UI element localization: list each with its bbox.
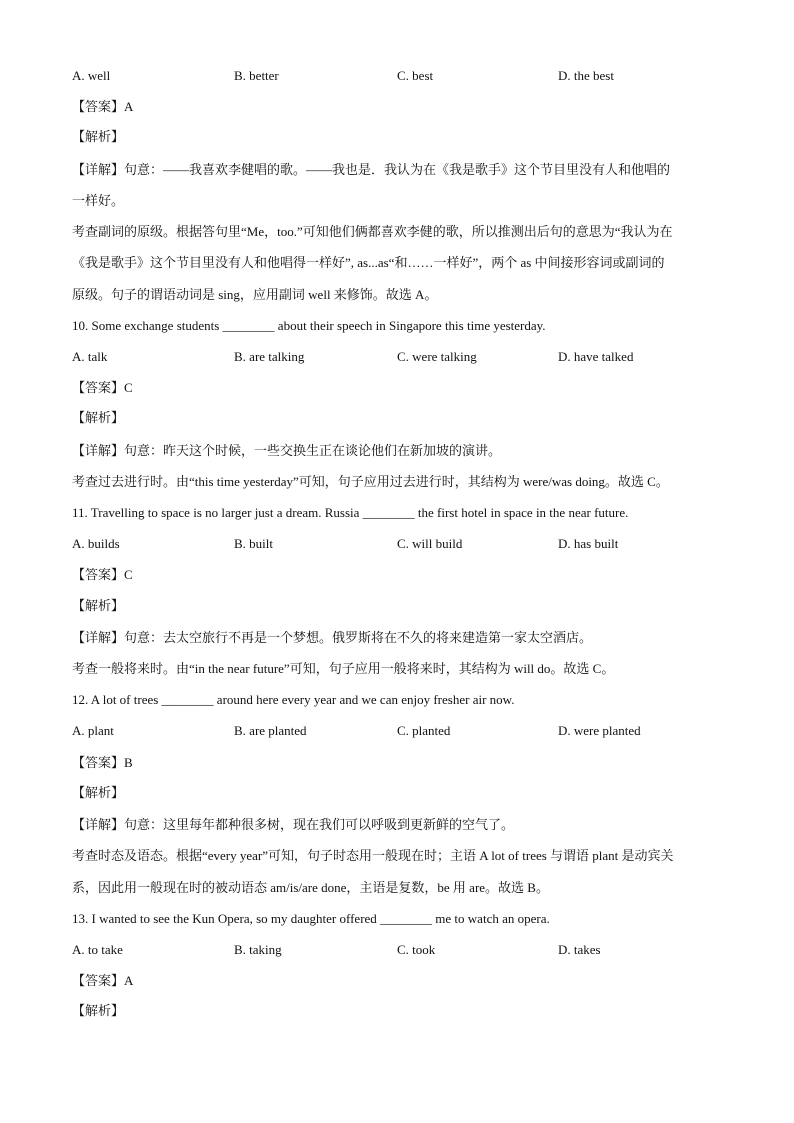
detail-line [72,629,592,648]
explanation-line: 原级。句子的谓语动词是 sing，应用副词 well 来修饰。故选 A。 [72,287,438,302]
answer-line [72,754,133,773]
option-b: B. are talking [234,349,305,364]
answer-label: 【答案】 [72,974,125,989]
answer-line [72,566,133,585]
analysis-label: 【解析】 [72,786,125,801]
detail-label: 【详解】 [72,818,125,833]
answer-label: 【答案】 [72,756,125,771]
option-d: D. have talked [558,349,634,364]
question-text: 11. Travelling to space is no larger just a dream. Russia ________ the first hotel in space in the near future. [72,505,629,520]
answer-label: 【答案】 [72,568,125,583]
option-c: C. took [397,942,436,957]
answer-value: B [124,755,133,770]
detail-line [72,161,670,180]
options-row [72,348,772,366]
option-c: C. planted [397,723,451,738]
analysis-label: 【解析】 [72,599,125,614]
option-a: A. well [72,68,111,83]
answer-value: A [124,99,134,114]
options-row [72,722,772,740]
detail-text: 句意：去太空旅行不再是一个梦想。俄罗斯将在不久的将来建造第一家太空酒店。 [124,630,593,645]
detail-continuation: 一样好。 [72,193,125,208]
question-text: 13. I wanted to see the Kun Opera, so my daughter offered ________ me to watch an opera. [72,911,550,926]
explanation-line: 考查一般将来时。由“in the near future”可知，句子应用一般将来时，其结构为 will do。故选 C。 [72,661,615,676]
analysis-label: 【解析】 [72,1004,125,1019]
option-d: D. the best [558,68,614,83]
answer-line [72,972,133,991]
answer-value: C [124,380,133,395]
answer-value: C [124,567,133,582]
question-text: 10. Some exchange students ________ about their speech in Singapore this time yesterday. [72,318,546,333]
option-b: B. better [234,68,279,83]
analysis-label: 【解析】 [72,130,125,145]
answer-line [72,379,133,398]
option-a: A. builds [72,536,120,551]
answer-label: 【答案】 [72,100,125,115]
option-a: A. to take [72,942,123,957]
detail-text: 句意：这里每年都种很多树，现在我们可以呼吸到更新鲜的空气了。 [124,817,515,832]
explanation-line: 考查过去进行时。由“this time yesterday”可知，句子应用过去进行时，其结构为 were/was doing。故选 C。 [72,474,669,489]
detail-label: 【详解】 [72,631,125,646]
option-c: C. will build [397,536,463,551]
explanation-line: 考查副词的原级。根据答句里“Me，too.”可知他们俩都喜欢李健的歌，所以推测出后句的意思为“我认为在 [72,224,673,239]
answer-line [72,98,133,117]
answer-label: 【答案】 [72,381,125,396]
answer-value: A [124,973,134,988]
option-b: B. taking [234,942,282,957]
option-b: B. are planted [234,723,307,738]
option-b: B. built [234,536,274,551]
option-a: A. talk [72,349,108,364]
explanation-line: 系，因此用一般现在时的被动语态 am/is/are done，主语是复数，be 用 are。故选 B。 [72,880,549,895]
option-c: C. were talking [397,349,477,364]
options-row [72,941,772,959]
option-d: D. takes [558,942,601,957]
option-a: A. plant [72,723,114,738]
detail-text: 句意：昨天这个时候，一些交换生正在谈论他们在新加坡的演讲。 [124,443,502,458]
detail-line [72,816,514,835]
options-row [72,535,772,553]
explanation-line: 考查时态及语态。根据“every year”可知，句子时态用一般现在时；主语 A lot of trees 与谓语 plant 是动宾关 [72,848,674,863]
analysis-label: 【解析】 [72,411,125,426]
detail-text: 句意：——我喜欢李健唱的歌。——我也是．我认为在《我是歌手》这个节目里没有人和他唱的 [124,162,671,177]
question-text: 12. A lot of trees ________ around here every year and we can enjoy fresher air now. [72,692,515,707]
options-row [72,67,772,85]
explanation-line: 《我是歌手》这个节目里没有人和他唱得一样好”, as...as“和……一样好”，两个 as 中间接形容词或副词的 [72,255,665,270]
option-c: C. best [397,68,434,83]
detail-line [72,442,501,461]
option-d: D. has built [558,536,619,551]
option-d: D. were planted [558,723,641,738]
detail-label: 【详解】 [72,163,125,178]
detail-label: 【详解】 [72,444,125,459]
